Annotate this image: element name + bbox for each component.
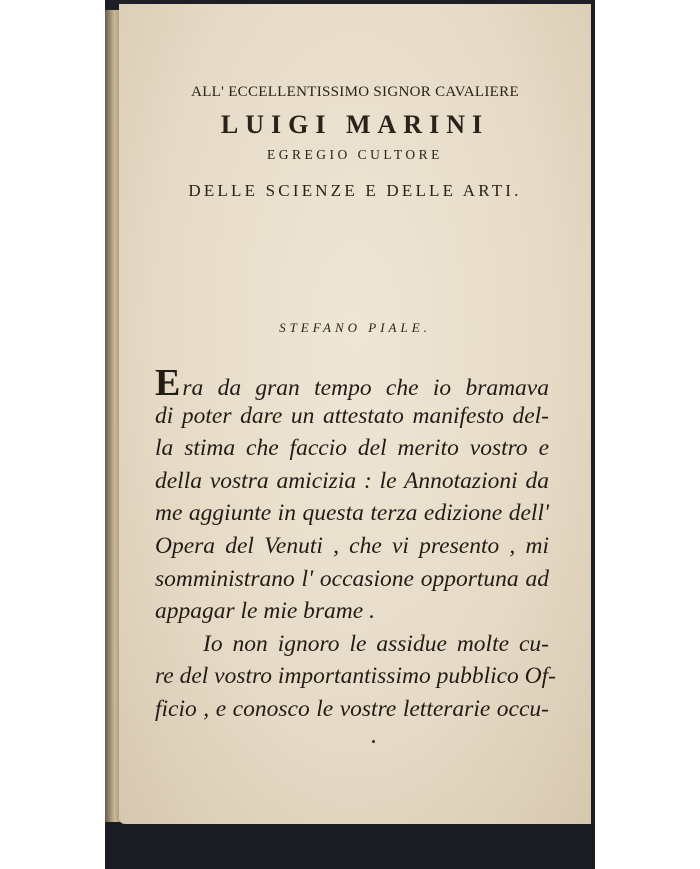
dedication-line-3: EGREGIO CULTORE xyxy=(267,147,443,162)
body-line: E ra da gran tempo che io bramava xyxy=(155,362,549,404)
table-surface xyxy=(105,822,595,869)
body-line: della vostra amicizia : le Annotazioni da xyxy=(155,467,549,494)
body-line: Io non ignoro le assidue molte cu- xyxy=(203,630,549,657)
body-line: re del vostro importantissimo pubblico Of- xyxy=(155,663,557,690)
body-line: somministrano l' occasione opportuna ad xyxy=(155,565,549,592)
body-text xyxy=(155,362,557,726)
dedication-line-4: DELLE SCIENZE E DELLE ARTI. xyxy=(188,181,522,200)
page-dot-mark xyxy=(372,740,375,743)
drop-cap: E xyxy=(155,362,181,404)
body-line: di poter dare un attestato manifesto del- xyxy=(155,402,549,429)
signature: STEFANO PIALE. xyxy=(279,320,431,335)
body-line: ficio , e conosco le vostre letterarie occu- xyxy=(155,695,549,722)
dedication-line-1: ALL' ECCELLENTISSIMO SIGNOR CAVALIERE xyxy=(191,84,519,100)
body-line: Opera del Venuti , che vi presento , mi xyxy=(155,532,549,559)
body-line: la stima che faccio del merito vostro e xyxy=(155,435,549,462)
body-line: appagar le mie brame . xyxy=(155,598,375,625)
dedication-name: LUIGI MARINI xyxy=(220,110,490,139)
book-page xyxy=(119,4,591,824)
body-line: me aggiunte in questa terza edizione dell' xyxy=(155,500,549,527)
